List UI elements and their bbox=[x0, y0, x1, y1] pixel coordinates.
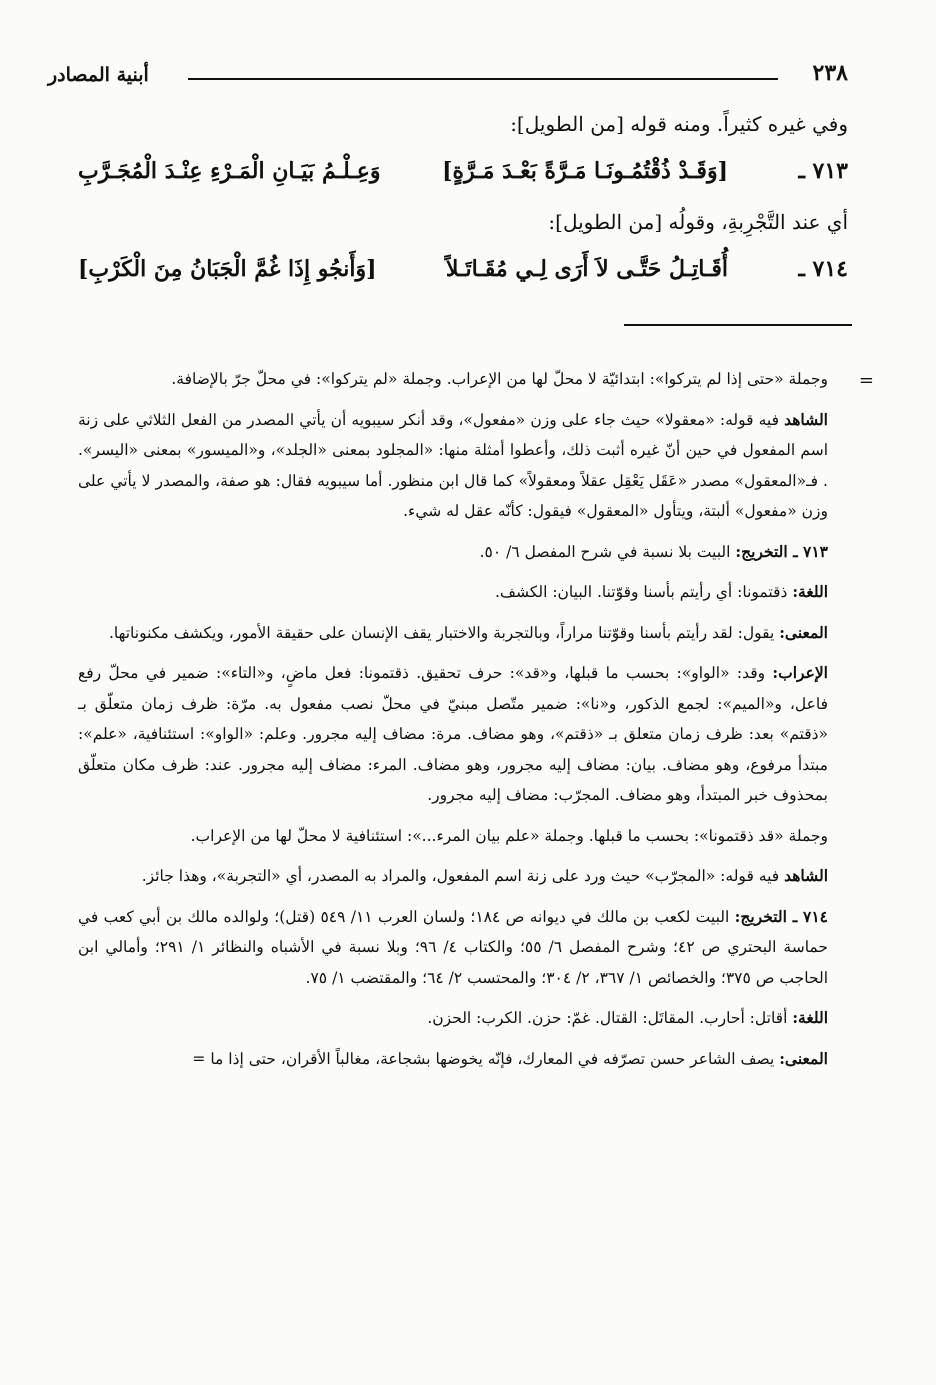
note-label: الشاهد bbox=[784, 866, 828, 885]
note-label: ٧١٤ ـ التخريج: bbox=[734, 906, 829, 926]
header-rule bbox=[188, 78, 778, 80]
first-hemistich: [وَقَـدْ ذُقْتُمُـونَـا مَـرَّةً بَعْـدَ مَـرَّةٍ] bbox=[442, 158, 728, 184]
note-text: وقد: «الواو»: بحسب ما قبلها، و«قد»: حرف تحقيق. ذقتمونا: فعل ماضٍ، و«التاء»: ضمير في محلّ رفع فاعل، و«الميم»: لجمع الذكور، و«نا»: ضمير متّصل مبنيّ في محلّ نصب مفعول به. مرّة: ظرف زمان متعلّق بـ «ذقتم» بعد: ظرف زمان متعلق بـ «ذقتم»، وهو مضاف. مرة: مضاف إليه مجرور. وعلم: «الواو»: استئنافية، «علم»: مبتدأ مرفوع، وهو مضاف. بيان: مضاف إليه مجرور، وهو مضاف. المرء: مضاف إليه مجرور. عند: ظرف مكان متعلّق بمحذوف خبر المبتدأ، وهو مضاف. المجرّب: مضاف إليه مجرور. bbox=[78, 664, 828, 804]
footnote-separator bbox=[624, 324, 852, 326]
note-text: يصف الشاعر حسن تصرّفه في المعارك، فإنّه يخوضها بشجاعة، مغالباً الأقران، حتى إذا ما = bbox=[192, 1049, 775, 1068]
note-paragraph bbox=[78, 1044, 858, 1075]
verse-number: ٧١٣ ـ bbox=[798, 158, 848, 184]
second-hemistich: وَعِـلْـمُ بَيَـانِ الْمَـرْءِ عِنْـدَ الْمُجَـرَّبِ bbox=[78, 158, 381, 184]
note-text: يقول: لقد رأيتم بأسنا وقوّتنا مراراً، وبالتجربة والاختبار يقف الإنسان على حقيقة الأمور، ويكشف مكنوناتها. bbox=[108, 623, 775, 642]
verse-intro-1: وفي غيره كثيراً. ومنه قوله [من الطويل]: bbox=[510, 112, 848, 136]
footnotes bbox=[78, 364, 858, 1084]
verse-714 bbox=[78, 256, 848, 296]
page-header bbox=[48, 58, 848, 98]
note-label: اللغة: bbox=[792, 582, 828, 601]
note-text: ذقتمونا: أي رأيتم بأسنا وقوّتنا. البيان: الكشف. bbox=[495, 583, 788, 601]
note-label: ٧١٣ ـ التخريج: bbox=[735, 541, 828, 561]
note-text: البيت لكعب بن مالك في ديوانه ص ١٨٤؛ ولسان العرب ١١/ ٥٤٩ (قتل)؛ ولوالده مالك بن أبي كعب في حماسة البحتري ص ٤٢؛ وشرح المفصل ٦/ ٥٥؛ والكتاب ٤/ ٩٦؛ وبلا نسبة في الأشباه والنظائر ١/ ٢٩١؛ وأمالي ابن الحاجب ص ٣٧٥؛ والخصائص ١/ ٣٦٧، ٢/ ٣٠٤؛ والمحتسب ٢/ ٦٤؛ والمقتضب ١/ ٧٥. bbox=[78, 907, 828, 987]
note-paragraph bbox=[78, 658, 858, 811]
note-text: البيت بلا نسبة في شرح المفصل ٦/ ٥٠. bbox=[479, 542, 731, 561]
note-paragraph bbox=[78, 405, 858, 527]
note-paragraph bbox=[78, 537, 858, 568]
note-paragraph bbox=[78, 861, 858, 892]
note-paragraph: وجملة «حتى إذا لم يتركوا»: ابتدائيّة لا محلّ لها من الإعراب. وجملة «لم يتركوا»: في محلّ جرّ بالإضافة. bbox=[171, 370, 828, 388]
note-paragraph bbox=[78, 902, 858, 994]
verse-number: ٧١٤ ـ bbox=[798, 256, 848, 282]
note-text: فيه قوله: «معقولا» حيث جاء على وزن «مفعول»، وقد أنكر سيبويه أن يأتي المصدر من الفعل الثلاثي على زنة اسم المفعول في حين أنّ غيره أثبت ذلك، وأعطوا أمثلة منها: «المجلود بمعنى «الجلد»، و«الميسور» بمعنى «اليسر». . فـ«المعقول» مصدر «عَقَل يَعْقِل عقلاً ومعقولاً» كما قال ابن منظور. أما سيبويه فقال: هو صفة، والمصدر لا يأتي على وزن «مفعول» ألبتة، ويتأول «المعقول» فيقول: كأنّه عقل له شيء. bbox=[78, 410, 828, 520]
note-paragraph bbox=[78, 618, 858, 649]
note-text: أقاتل: أحارب. المقاتَل: القتال. غمّ: حزن. الكرب: الحزن. bbox=[427, 1009, 788, 1027]
note-paragraph bbox=[78, 1003, 858, 1034]
note-text: فيه قوله: «المجرّب» حيث ورد على زنة اسم المفعول، والمراد به المصدر، أي «التجربة»، وهذا جائز. bbox=[141, 867, 780, 885]
second-hemistich: [وَأَنجُو إِذَا غُمَّ الْجَبَانُ مِنَ الْكَرْبِ] bbox=[78, 256, 377, 282]
note-label: الإعراب: bbox=[772, 663, 828, 682]
note-label: المعنى: bbox=[779, 1048, 828, 1068]
note-label: المعنى: bbox=[779, 622, 828, 642]
running-title: أبنية المصادر bbox=[48, 64, 149, 86]
page-number: ٢٣٨ bbox=[812, 60, 848, 86]
note-label: اللغة: bbox=[792, 1008, 828, 1027]
note-label: الشاهد bbox=[784, 409, 828, 429]
verse-intro-2: أي عند التَّجْرِبةِ، وقولُه [من الطويل]: bbox=[548, 210, 848, 234]
continuation-mark-top: = bbox=[858, 370, 874, 391]
verse-713 bbox=[78, 158, 848, 198]
note-paragraph bbox=[78, 577, 858, 608]
first-hemistich: أُقَـاتِـلُ حَتَّـى لاَ أَرَى لِـي مُقَـاتَـلاً bbox=[445, 256, 728, 282]
note-paragraph: وجملة «قد ذقتمونا»: بحسب ما قبلها. وجملة «علم بيان المرء...»: استئنافية لا محلّ لها من الإعراب. bbox=[190, 826, 828, 845]
